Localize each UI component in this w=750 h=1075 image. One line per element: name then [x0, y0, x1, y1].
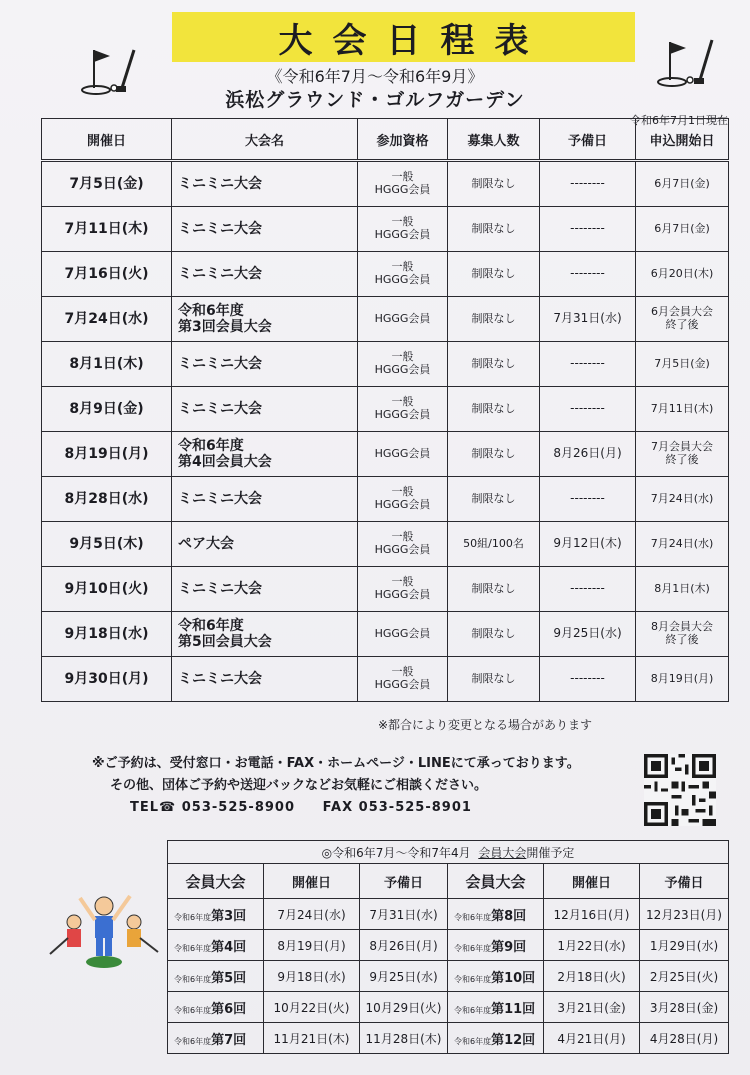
meeting-reserve-date: 11月28日(木) — [360, 1023, 448, 1054]
meeting-round — [168, 899, 264, 930]
period-subtitle: 《令和6年7月～令和6年9月》 — [266, 67, 484, 86]
column-header: 開催日 — [544, 864, 640, 899]
fiscal-year-label: 令和6年度 — [454, 943, 492, 953]
apply-start-date: 6月20日(木) — [636, 252, 729, 297]
meeting-reserve-date: 8月26日(月) — [360, 930, 448, 961]
reservation-note: ※ご予約は、受付窓口・お電話・FAX・ホームページ・LINEにて承っております。 — [92, 756, 580, 771]
column-header: 大会名 — [172, 119, 358, 161]
eligibility: 一般 HGGG会員 — [358, 252, 448, 297]
table-row — [42, 207, 729, 252]
round-number: 第5回 — [211, 970, 247, 986]
fiscal-year-label: 令和6年度 — [454, 1036, 492, 1046]
meeting-date: 12月16日(月) — [544, 899, 640, 930]
eligibility: HGGG会員 — [358, 612, 448, 657]
meeting-round — [168, 930, 264, 961]
meeting-date: 9月18日(水) — [264, 961, 360, 992]
caption-suffix: 開催予定 — [526, 845, 575, 860]
event-name: ミニミニ大会 — [172, 161, 358, 207]
capacity: 制限なし — [448, 477, 540, 522]
table-row — [42, 297, 729, 342]
contact-info — [92, 753, 580, 819]
column-header: 予備日 — [360, 864, 448, 899]
event-name: 令和6年度 第4回会員大会 — [172, 432, 358, 477]
reserve-date: -------- — [540, 657, 636, 702]
event-date: 8月28日(水) — [42, 477, 172, 522]
capacity: 50組/100名 — [448, 522, 540, 567]
apply-start-date: 6月7日(金) — [636, 161, 729, 207]
table-row — [168, 930, 729, 961]
reserve-date: -------- — [540, 477, 636, 522]
event-date: 7月11日(木) — [42, 207, 172, 252]
fiscal-year-label: 令和6年度 — [174, 974, 212, 984]
column-header: 開催日 — [264, 864, 360, 899]
reserve-date: -------- — [540, 161, 636, 207]
reserve-date: 7月31日(水) — [540, 297, 636, 342]
event-name: ミニミニ大会 — [172, 567, 358, 612]
event-date: 7月5日(金) — [42, 161, 172, 207]
phone-line — [92, 797, 580, 819]
apply-start-date: 8月会員大会 終了後 — [636, 612, 729, 657]
as-of-date: 令和6年7月1日現在 — [630, 114, 728, 127]
column-header: 会員大会 — [448, 864, 544, 899]
event-date: 7月24日(水) — [42, 297, 172, 342]
round-number: 第12回 — [491, 1032, 536, 1048]
meeting-date: 10月22日(火) — [264, 992, 360, 1023]
eligibility: 一般 HGGG会員 — [358, 207, 448, 252]
caption-keyword: 会員大会 — [478, 845, 527, 860]
reserve-date: -------- — [540, 252, 636, 297]
table-row — [168, 1023, 729, 1054]
meeting-reserve-date: 12月23日(月) — [640, 899, 729, 930]
tournament-schedule-table — [41, 118, 729, 702]
apply-start-date: 8月19日(月) — [636, 657, 729, 702]
apply-start-date: 6月7日(金) — [636, 207, 729, 252]
fiscal-year-label: 令和6年度 — [454, 912, 492, 922]
round-number: 第4回 — [211, 939, 247, 955]
eligibility: 一般 HGGG会員 — [358, 522, 448, 567]
table-row — [42, 161, 729, 207]
capacity: 制限なし — [448, 657, 540, 702]
golfer-mascot-icon — [46, 888, 164, 972]
event-date: 9月10日(火) — [42, 567, 172, 612]
venue-name: 浜松グラウンド・ゴルフガーデン — [225, 89, 525, 111]
capacity: 制限なし — [448, 387, 540, 432]
eligibility: HGGG会員 — [358, 432, 448, 477]
capacity: 制限なし — [448, 342, 540, 387]
meeting-round — [448, 961, 544, 992]
fiscal-year-label: 令和6年度 — [174, 943, 212, 953]
eligibility: 一般 HGGG会員 — [358, 657, 448, 702]
event-name: ミニミニ大会 — [172, 252, 358, 297]
apply-start-date: 7月24日(水) — [636, 522, 729, 567]
column-header: 予備日 — [540, 119, 636, 161]
event-name: ミニミニ大会 — [172, 342, 358, 387]
meeting-reserve-date: 9月25日(水) — [360, 961, 448, 992]
eligibility: 一般 HGGG会員 — [358, 567, 448, 612]
event-date: 9月5日(木) — [42, 522, 172, 567]
column-header: 開催日 — [42, 119, 172, 161]
event-date: 8月1日(木) — [42, 342, 172, 387]
apply-start-date: 6月会員大会 終了後 — [636, 297, 729, 342]
apply-start-date: 7月5日(金) — [636, 342, 729, 387]
eligibility: HGGG会員 — [358, 297, 448, 342]
event-name: ミニミニ大会 — [172, 387, 358, 432]
tel-number: 053-525-8900 — [181, 800, 296, 815]
capacity: 制限なし — [448, 161, 540, 207]
meeting-reserve-date: 2月25日(火) — [640, 961, 729, 992]
event-date: 8月9日(金) — [42, 387, 172, 432]
group-note: その他、団体ご予約や送迎バックなどお気軽にご相談ください。 — [110, 778, 488, 793]
fiscal-year-label: 令和6年度 — [454, 974, 492, 984]
meeting-reserve-date: 1月29日(水) — [640, 930, 729, 961]
capacity: 制限なし — [448, 432, 540, 477]
table-row — [42, 252, 729, 297]
table-row — [42, 387, 729, 432]
table-row — [42, 657, 729, 702]
event-name: ミニミニ大会 — [172, 207, 358, 252]
apply-start-date: 7月会員大会 終了後 — [636, 432, 729, 477]
meeting-round — [168, 961, 264, 992]
eligibility: 一般 HGGG会員 — [358, 477, 448, 522]
eligibility: 一般 HGGG会員 — [358, 161, 448, 207]
column-header: 会員大会 — [168, 864, 264, 899]
fiscal-year-label: 令和6年度 — [174, 912, 212, 922]
event-date: 9月18日(水) — [42, 612, 172, 657]
meeting-date: 11月21日(木) — [264, 1023, 360, 1054]
eligibility: 一般 HGGG会員 — [358, 387, 448, 432]
golf-flag-icon — [652, 36, 716, 96]
meeting-date: 7月24日(水) — [264, 899, 360, 930]
fax-label: FAX — [322, 800, 354, 815]
event-date: 7月16日(火) — [42, 252, 172, 297]
capacity: 制限なし — [448, 612, 540, 657]
capacity: 制限なし — [448, 567, 540, 612]
meeting-date: 4月21日(月) — [544, 1023, 640, 1054]
event-name: ミニミニ大会 — [172, 477, 358, 522]
event-date: 9月30日(月) — [42, 657, 172, 702]
fiscal-year-label: 令和6年度 — [454, 1005, 492, 1015]
apply-start-date: 7月24日(水) — [636, 477, 729, 522]
table-row — [168, 899, 729, 930]
table-row — [42, 612, 729, 657]
meeting-reserve-date: 7月31日(水) — [360, 899, 448, 930]
capacity: 制限なし — [448, 297, 540, 342]
event-name: ミニミニ大会 — [172, 657, 358, 702]
column-header: 募集人数 — [448, 119, 540, 161]
caption-period: ◎令和6年7月～令和7年4月 — [321, 845, 471, 860]
fiscal-year-label: 令和6年度 — [174, 1036, 212, 1046]
apply-start-date: 7月11日(木) — [636, 387, 729, 432]
table-row — [42, 432, 729, 477]
event-name: 令和6年度 第3回会員大会 — [172, 297, 358, 342]
round-number: 第8回 — [491, 908, 527, 924]
reserve-date: 9月25日(水) — [540, 612, 636, 657]
reserve-date: 8月26日(月) — [540, 432, 636, 477]
apply-start-date: 8月1日(木) — [636, 567, 729, 612]
meeting-reserve-date: 10月29日(火) — [360, 992, 448, 1023]
tel-label: TEL☎ — [130, 800, 177, 815]
round-number: 第6回 — [211, 1001, 247, 1017]
reserve-date: -------- — [540, 207, 636, 252]
golf-flag-icon — [76, 44, 140, 104]
event-date: 8月19日(月) — [42, 432, 172, 477]
eligibility: 一般 HGGG会員 — [358, 342, 448, 387]
meeting-date: 3月21日(金) — [544, 992, 640, 1023]
change-notice: ※都合により変更となる場合があります — [378, 718, 593, 732]
meeting-table-caption — [168, 841, 729, 864]
meeting-round — [448, 930, 544, 961]
meeting-round — [448, 899, 544, 930]
table-header-row — [42, 119, 729, 161]
meeting-date: 2月18日(火) — [544, 961, 640, 992]
table-row — [42, 342, 729, 387]
fax-number: 053-525-8901 — [358, 800, 472, 815]
round-number: 第10回 — [491, 970, 536, 986]
meeting-reserve-date: 4月28日(月) — [640, 1023, 729, 1054]
table-row — [42, 477, 729, 522]
meeting-header-row — [168, 864, 729, 899]
round-number: 第9回 — [491, 939, 527, 955]
meeting-round — [448, 992, 544, 1023]
reserve-date: 9月12日(木) — [540, 522, 636, 567]
event-name: ペア大会 — [172, 522, 358, 567]
table-row — [42, 522, 729, 567]
table-row — [42, 567, 729, 612]
qr-code-icon[interactable] — [644, 754, 716, 826]
column-header: 予備日 — [640, 864, 729, 899]
page-title: 大会日程表 — [278, 20, 549, 61]
column-header: 申込開始日 — [636, 119, 729, 161]
round-number: 第11回 — [491, 1001, 536, 1017]
capacity: 制限なし — [448, 207, 540, 252]
meeting-round — [168, 1023, 264, 1054]
round-number: 第3回 — [211, 908, 247, 924]
column-header: 参加資格 — [358, 119, 448, 161]
event-name: 令和6年度 第5回会員大会 — [172, 612, 358, 657]
meeting-reserve-date: 3月28日(金) — [640, 992, 729, 1023]
meeting-date: 8月19日(月) — [264, 930, 360, 961]
reserve-date: -------- — [540, 567, 636, 612]
meeting-date: 1月22日(水) — [544, 930, 640, 961]
meeting-round — [448, 1023, 544, 1054]
member-meeting-table — [167, 840, 729, 1054]
table-row — [168, 992, 729, 1023]
fiscal-year-label: 令和6年度 — [174, 1005, 212, 1015]
round-number: 第7回 — [211, 1032, 247, 1048]
capacity: 制限なし — [448, 252, 540, 297]
title-band — [172, 12, 635, 62]
reserve-date: -------- — [540, 387, 636, 432]
table-row — [168, 961, 729, 992]
meeting-round — [168, 992, 264, 1023]
reserve-date: -------- — [540, 342, 636, 387]
